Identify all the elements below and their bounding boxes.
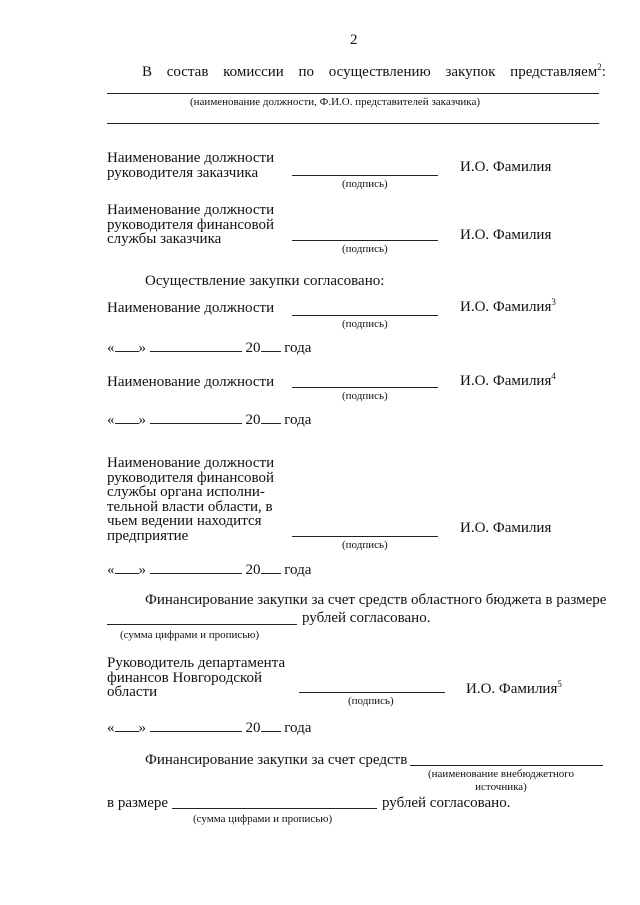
footnote-mark: 3 (551, 297, 556, 307)
signature-line (292, 387, 438, 388)
signature-caption: (подпись) (342, 178, 388, 190)
pos2-title: Наименование должности (107, 374, 275, 390)
date-line: « » 20 года (107, 562, 312, 578)
extra-tail: рублей согласовано. (382, 795, 511, 811)
fin-head-name: И.О. Фамилия (460, 227, 552, 243)
exec-fin-title: Наименование должности руководителя финансовой службы органа исполни- тельной власти области, в чьем ведении находится предприятие (107, 455, 275, 544)
intro-word: состав (166, 64, 209, 80)
intro-word: комиссии (223, 64, 284, 80)
footnote-mark: 5 (557, 679, 562, 689)
footnote-mark: 4 (551, 371, 556, 381)
footnote-mark: 2 (597, 62, 602, 72)
exec-fin-name: И.О. Фамилия (460, 520, 552, 536)
pos2-name: И.О. Фамилия$^4$ (460, 371, 556, 389)
dept-title: Руководитель департамента финансов Новгородской области (107, 655, 286, 700)
intro-word: осуществлению (328, 64, 431, 80)
amount-caption: (сумма цифрами и прописью) (120, 629, 260, 641)
page-number: 2 (350, 32, 358, 48)
intro-word-last: представляем$^2$: (510, 62, 606, 80)
signature-line (299, 692, 445, 693)
representatives-line-2 (107, 123, 599, 124)
extra-lead: Финансирование закупки за счет средств (145, 752, 408, 768)
date-line: « » 20 года (107, 412, 312, 428)
head-title: Наименование должности руководителя заказчика (107, 150, 275, 181)
signature-caption: (подпись) (342, 539, 388, 551)
intro-word: закупок (445, 64, 496, 80)
date-line: « » 20 года (107, 720, 312, 736)
intro-line (142, 62, 606, 80)
pos1-title: Наименование должности (107, 300, 275, 316)
date-line: « » 20 года (107, 340, 312, 356)
representatives-caption: (наименование должности, Ф.И.О. представителей заказчика) (190, 96, 481, 108)
approved-heading: Осуществление закупки согласовано: (145, 273, 385, 289)
amount-caption: (сумма цифрами и прописью) (193, 813, 333, 825)
signature-line (292, 175, 438, 176)
representatives-line (107, 93, 599, 94)
amount-line (172, 808, 377, 809)
signature-caption: (подпись) (342, 318, 388, 330)
signature-caption: (подпись) (342, 243, 388, 255)
signature-line (292, 240, 438, 241)
intro-word: по (298, 64, 315, 80)
signature-line (292, 536, 438, 537)
source-caption: (наименование внебюджетного источника) (428, 768, 574, 793)
amount-line (107, 624, 297, 625)
source-line (410, 765, 603, 766)
signature-caption: (подпись) (348, 695, 394, 707)
dept-name: И.О. Фамилия$^5$ (466, 679, 562, 697)
regional-tail: рублей согласовано. (302, 610, 431, 626)
extra-amount-label: в размере (107, 795, 169, 811)
head-name: И.О. Фамилия (460, 159, 552, 175)
intro-word: В (142, 64, 153, 80)
regional-para: Финансирование закупки за счет средств областного бюджета в размере (145, 592, 607, 608)
pos1-name: И.О. Фамилия$^3$ (460, 297, 556, 315)
signature-caption: (подпись) (342, 390, 388, 402)
fin-head-title: Наименование должности руководителя финансовой службы заказчика (107, 202, 275, 247)
signature-line (292, 315, 438, 316)
